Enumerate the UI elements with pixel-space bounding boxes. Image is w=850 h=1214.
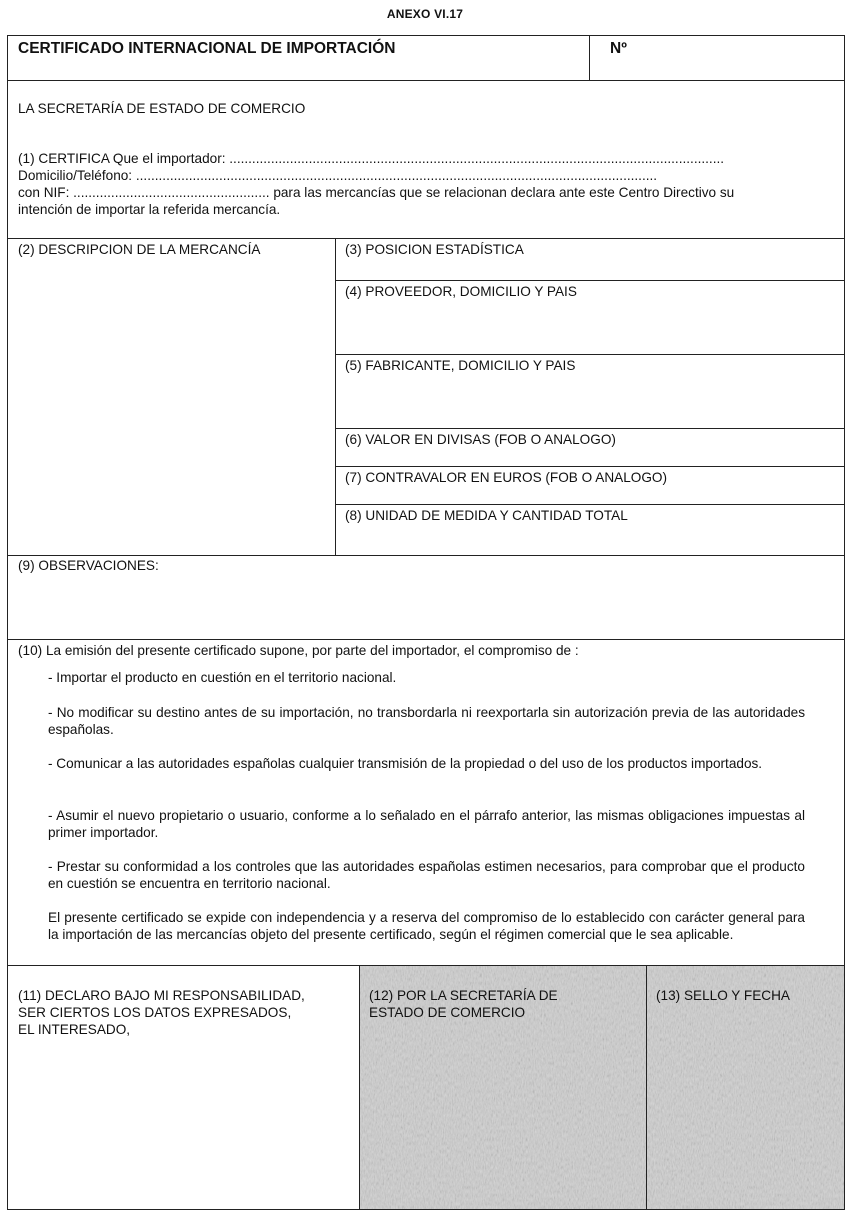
issuing-authority: LA SECRETARÍA DE ESTADO DE COMERCIO [18, 101, 306, 116]
declarant-line-3: EL INTERESADO, [18, 1022, 131, 1037]
secretariat-line-1: (12) POR LA SECRETARÍA DE [369, 988, 558, 1003]
form-title: CERTIFICADO INTERNACIONAL DE IMPORTACIÓN [18, 40, 396, 57]
supplier-separator [335, 354, 844, 355]
commitment-item: - No modificar su destino antes de su importación, no transbordarla ni reexportarla sin autorización previa de las autoridades españolas. [48, 705, 805, 737]
unit-quantity-label: (8) UNIDAD DE MEDIDA Y CANTIDAD TOTAL [345, 508, 628, 523]
annex-label: ANEXO VI.17 [386, 7, 464, 21]
signature-divider-2 [646, 965, 647, 1209]
manufacturer-label: (5) FABRICANTE, DOMICILIO Y PAIS [345, 358, 576, 373]
certificate-number-label: Nº [610, 40, 627, 57]
observations-label: (9) OBSERVACIONES: [18, 558, 159, 573]
goods-column-divider [335, 238, 336, 555]
euro-value-separator [335, 504, 844, 505]
goods-description-label: (2) DESCRIPCION DE LA MERCANCÍA [18, 242, 261, 257]
commitment-item: - Prestar su conformidad a los controles que las autoridades españolas estimen necesarios, para comprobar que el producto en cuestión se encuentra en territorio nacional. [48, 859, 805, 891]
address-phone-line: Domicilio/Teléfono: .......................................................................................................................................... [18, 168, 658, 183]
nif-line: con NIF: .................................................... para las mercancías que se relacionan declara ante este Centro Directivo su [18, 185, 735, 200]
signature-divider-1 [359, 965, 360, 1209]
observations-separator [8, 639, 844, 640]
position-separator [335, 280, 844, 281]
supplier-label: (4) PROVEEDOR, DOMICILIO Y PAIS [345, 284, 577, 299]
intro-separator [8, 238, 844, 239]
secretariat-line-2: ESTADO DE COMERCIO [369, 1005, 526, 1020]
header-divider [589, 36, 590, 80]
declarant-line-2: SER CIERTOS LOS DATOS EXPRESADOS, [18, 1005, 292, 1020]
importer-line: (1) CERTIFICA Que el importador: ................................................................................................................................... [18, 151, 725, 166]
statistical-position-label: (3) POSICION ESTADÍSTICA [345, 242, 524, 257]
commitment-heading: (10) La emisión del presente certificado supone, por parte del importador, el compromiso de : [18, 643, 579, 658]
goods-separator [8, 555, 844, 556]
import-certificate-form [7, 35, 845, 1210]
intent-line: intención de importar la referida mercancía. [18, 202, 281, 217]
euro-value-label: (7) CONTRAVALOR EN EUROS (FOB O ANALOGO) [345, 470, 668, 485]
currency-value-separator [335, 466, 844, 467]
manufacturer-separator [335, 428, 844, 429]
header-separator [8, 80, 844, 81]
commitment-closing: El presente certificado se expide con independencia y a reserva del compromiso de lo establecido con carácter general para la importación de las mercancías objeto del presente certificado, según el régimen comercial que le sea aplicable. [48, 910, 805, 942]
stamp-date-label: (13) SELLO Y FECHA [656, 988, 790, 1003]
declarant-line-1: (11) DECLARO BAJO MI RESPONSABILIDAD, [18, 988, 305, 1003]
commitment-item: - Comunicar a las autoridades españolas cualquier transmisión de la propiedad o del uso de los productos importados. [48, 756, 763, 771]
currency-value-label: (6) VALOR EN DIVISAS (FOB O ANALOGO) [345, 432, 616, 447]
commitment-item: - Asumir el nuevo propietario o usuario, conforme a lo señalado en el párrafo anterior, las mismas obligaciones impuestas al primer importador. [48, 808, 805, 840]
commitment-item: - Importar el producto en cuestión en el territorio nacional. [48, 670, 397, 685]
